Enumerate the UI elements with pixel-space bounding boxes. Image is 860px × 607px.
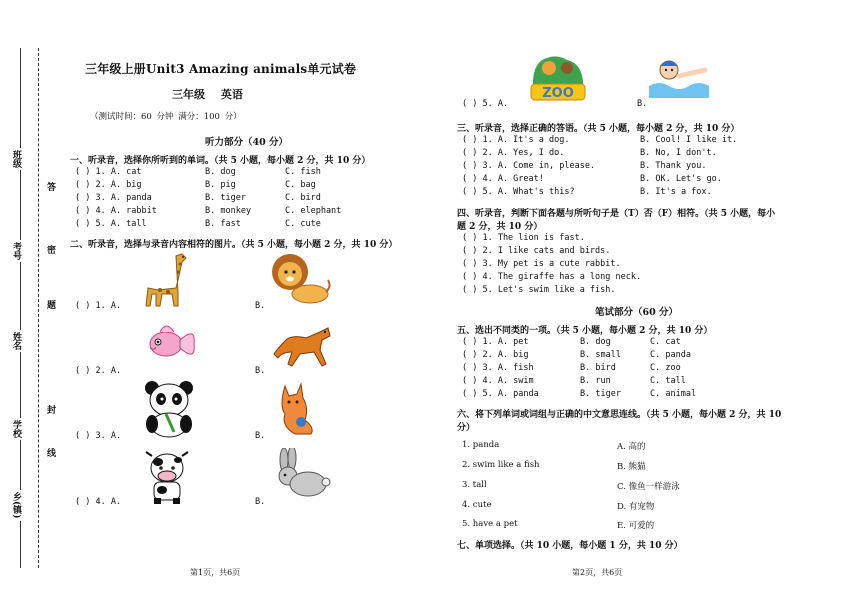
panda-icon (140, 378, 200, 438)
margin-label-school: 学校 (11, 420, 21, 438)
svg-text:ZOO: ZOO (542, 86, 574, 101)
section-6-heading-cont: 分） (457, 423, 476, 433)
margin-label-class: 班级 (11, 150, 21, 168)
exam-title: 三年级上册Unit3 Amazing animals单元试卷 (85, 62, 357, 76)
section-6-row: 5. have a pet E. 可爱的 (462, 519, 655, 531)
page-1: 三年级上册Unit3 Amazing animals单元试卷 三年级 英语 （测试时间：60 分钟 满分：100 分） 听力部分（40 分） 一、听录音，选择你所听到的单词。（共 5 小题，每小题 2 分，共 10 分） ( ) 1. A. cat B. dog C. fish ( ) 2. A. big B. pig C. bag ( ) 3. A. panda B. tiger C. bird ( ) 4. A. rabbit B. monkey C. elephant ( ) 5. A. tall B. fast C. cute 二、听录音，选择与录音内容相符的图片。（共 5 小题，每小题 2 分，共 10 分） ( ) 1. A. B. ( ) 2. A. B. ( ) 3. A. B. ( ) 4. A. B. 第1页，共6页 (70, 62, 398, 577)
cow-icon (142, 448, 192, 506)
dog-icon (270, 318, 334, 370)
section-3-heading: 三、听录音，选择正确的答语。（共 5 小题，每小题 2 分，共 10 分） (457, 124, 740, 134)
giraffe-icon (138, 250, 200, 310)
page-2: ZOO ( ) 5. A. B. 三、听录音，选择正确的答语。（共 5 小题，每小题 2 分，共 10 分） ( ) 1. A. It's a dog. B. Cool! I like it. ( ) 2. A. Yes, I do. B. No, I don't. ( ) 3. A. Come in, please. B. Thank you. ( ) 4. A. Great! B. OK. Let's go. ( ) 5. A. What's this? B. It's a fox. 四、听录音，判断下面各题与所听句子是（T）否（F）相符。（共 5 小题，每小 题 2 分，共 10 分） ( ) 1. The lion is fast. ( ) 2. I like cats and birds. ( ) 3. My pet is a cute rabbit. ( ) 4. The giraffe has a long neck. ( ) 5. Let's swim like a fish. 笔试部分（60 分） 五、选出不同类的一项。（共 5 小题，每小题 2 分，共 10 分） ( ) 1. A. pet B. dog C. cat ( ) 2. A. big B. small C. panda ( ) 3. A. fish B. bird C. zoo ( ) 4. A. swim B. run C. tall ( ) 5. A. panda B. tiger C. animal 六、将下列单词或词组与正确的中文意思连线。（共 5 小题，每小题 2 分，共 10 分） 1. panda A. 高的 2. swim like a fish B. 熊猫 3. tall C. 像鱼一样游泳 4. cute D. 有宠物 5. have a pet E. 可爱的 七、单项选择。（共 10 小题，每小题 1 分，共 10 分） 第2页，共6页 (457, 0, 837, 607)
section-4-row: ( ) 2. I like cats and birds. (462, 246, 611, 256)
seal-char-secret: 密 (45, 245, 55, 254)
section-6-row: 2. swim like a fish B. 熊猫 (462, 460, 646, 472)
swimmer-icon (647, 52, 713, 102)
seal-char-answer: 答 (45, 182, 55, 191)
goldfish-icon (140, 316, 198, 368)
rabbit-icon (270, 448, 332, 502)
seal-char-question: 题 (45, 300, 55, 309)
section-6-row: 3. tall C. 像鱼一样游泳 (462, 480, 680, 492)
section-4-row: ( ) 4. The giraffe has a long neck. (462, 272, 642, 282)
section-6-row: 4. cute D. 有宠物 (462, 500, 655, 512)
page-1-footer: 第1页，共6页 (190, 568, 241, 577)
section-4-row: ( ) 5. Let's swim like a fish. (462, 285, 616, 295)
section-2-heading: 二、听录音，选择与录音内容相符的图片。（共 5 小题，每小题 2 分，共 10 分） (70, 240, 398, 250)
cat-icon (275, 380, 325, 438)
section-4-heading: 四、听录音，判断下面各题与所听句子是（T）否（F）相符。（共 5 小题，每小 (457, 209, 776, 219)
margin-label-town: 乡(镇) (11, 492, 21, 519)
section-4-row: ( ) 1. The lion is fast. (462, 233, 585, 243)
section-7-heading: 七、单项选择。（共 10 小题，每小题 1 分，共 10 分） (457, 541, 683, 551)
margin-label-name: 姓名 (11, 332, 21, 350)
section-6-heading: 六、将下列单词或词组与正确的中文意思连线。（共 5 小题，每小题 2 分，共 10 (457, 410, 782, 420)
binding-dashed-line (38, 48, 39, 568)
seal-char-seal: 封 (45, 405, 55, 414)
part-listening-heading: 听力部分（40 分） (205, 137, 289, 148)
binding-margin (0, 0, 60, 607)
section-5-heading: 五、选出不同类的一项。（共 5 小题，每小题 2 分，共 10 分） (457, 326, 713, 336)
lion-icon (268, 250, 332, 308)
section-4-row: ( ) 3. My pet is a cute rabbit. (462, 259, 621, 269)
margin-label-exam-no: 考号 (11, 242, 21, 260)
section-4-heading-cont: 题 2 分，共 10 分） (457, 222, 543, 232)
seal-char-line: 线 (45, 448, 55, 457)
section-6-row: 1. panda A. 高的 (462, 440, 646, 452)
section-1-heading: 一、听录音，选择你所听到的单词。（共 5 小题，每小题 2 分，共 10 分） (70, 156, 371, 166)
part-written-heading: 笔试部分（60 分） (595, 307, 679, 318)
exam-meta: （测试时间：60 分钟 满分：100 分） (90, 112, 242, 122)
page-2-footer: 第2页，共6页 (572, 568, 623, 577)
exam-subtitle: 三年级 英语 (172, 88, 243, 101)
zoo-icon (527, 52, 589, 104)
